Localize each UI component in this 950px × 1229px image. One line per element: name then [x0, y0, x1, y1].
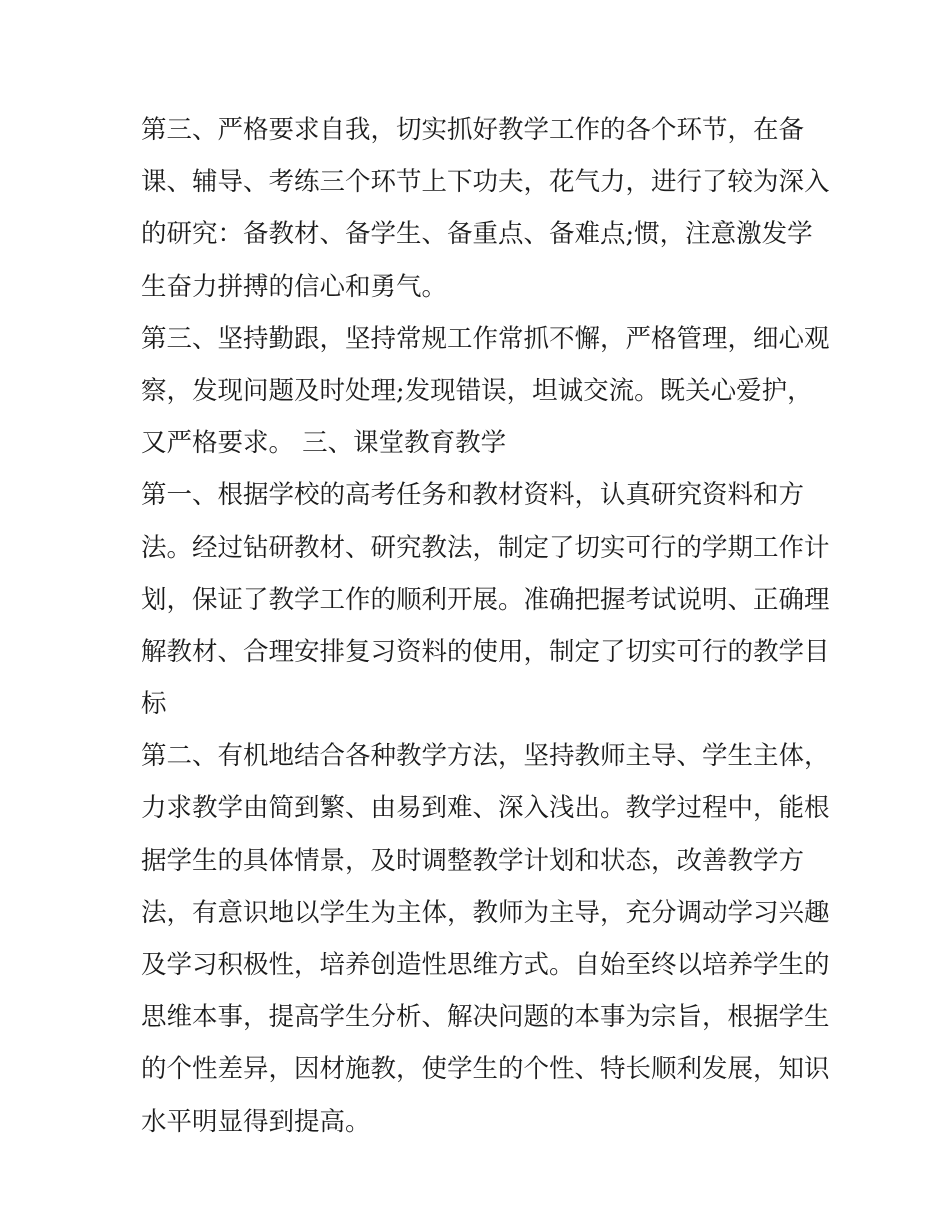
text-line: 察，发现问题及时处理;发现错误，坦诚交流。既关心爱护， — [141, 375, 813, 406]
text-line: 生奋力拼搏的信心和勇气。 — [141, 271, 448, 302]
text-line: 的个性差异，因材施教，使学生的个性、特长顺利发展，知识 — [141, 1054, 830, 1085]
text-line: 第二、有机地结合各种教学方法，坚持教师主导、学生主体， — [141, 741, 830, 772]
text-line: 标 — [141, 689, 167, 720]
text-line: 据学生的具体情景，及时调整教学计划和状态，改善教学方 — [141, 845, 805, 876]
text-line: 解教材、合理安排复习资料的使用，制定了切实可行的教学目 — [141, 636, 830, 667]
text-line: 法。经过钻研教材、研究教法，制定了切实可行的学期工作计 — [141, 532, 830, 563]
text-line: 第一、根据学校的高考任务和教材资料，认真研究资料和方 — [141, 480, 805, 511]
text-line: 力求教学由简到繁、由易到难、深入浅出。教学过程中，能根 — [141, 793, 830, 824]
text-line: 法，有意识地以学生为主体，教师为主导，充分调动学习兴趣 — [141, 897, 830, 928]
document-body — [141, 108, 830, 1152]
text-line: 课、辅导、考练三个环节上下功夫，花气力，进行了较为深入 — [141, 167, 830, 198]
text-line: 第三、严格要求自我，切实抓好教学工作的各个环节，在备 — [141, 115, 805, 145]
text-line: 又严格要求。 三、课堂教育教学 — [141, 428, 507, 459]
text-line: 第三、坚持勤跟，坚持常规工作常抓不懈，严格管理，细心观 — [141, 323, 830, 354]
text-line: 划，保证了教学工作的顺利开展。准确把握考试说明、正确理 — [141, 584, 830, 615]
text-line: 及学习积极性，培养创造性思维方式。自始至终以培养学生的 — [141, 950, 830, 980]
text-line: 思维本事，提高学生分析、解决问题的本事为宗旨，根据学生 — [141, 1002, 830, 1033]
text-line: 的研究：备教材、备学生、备重点、备难点;惯，注意激发学 — [141, 219, 813, 250]
text-line: 水平明显得到提高。 — [141, 1106, 371, 1137]
